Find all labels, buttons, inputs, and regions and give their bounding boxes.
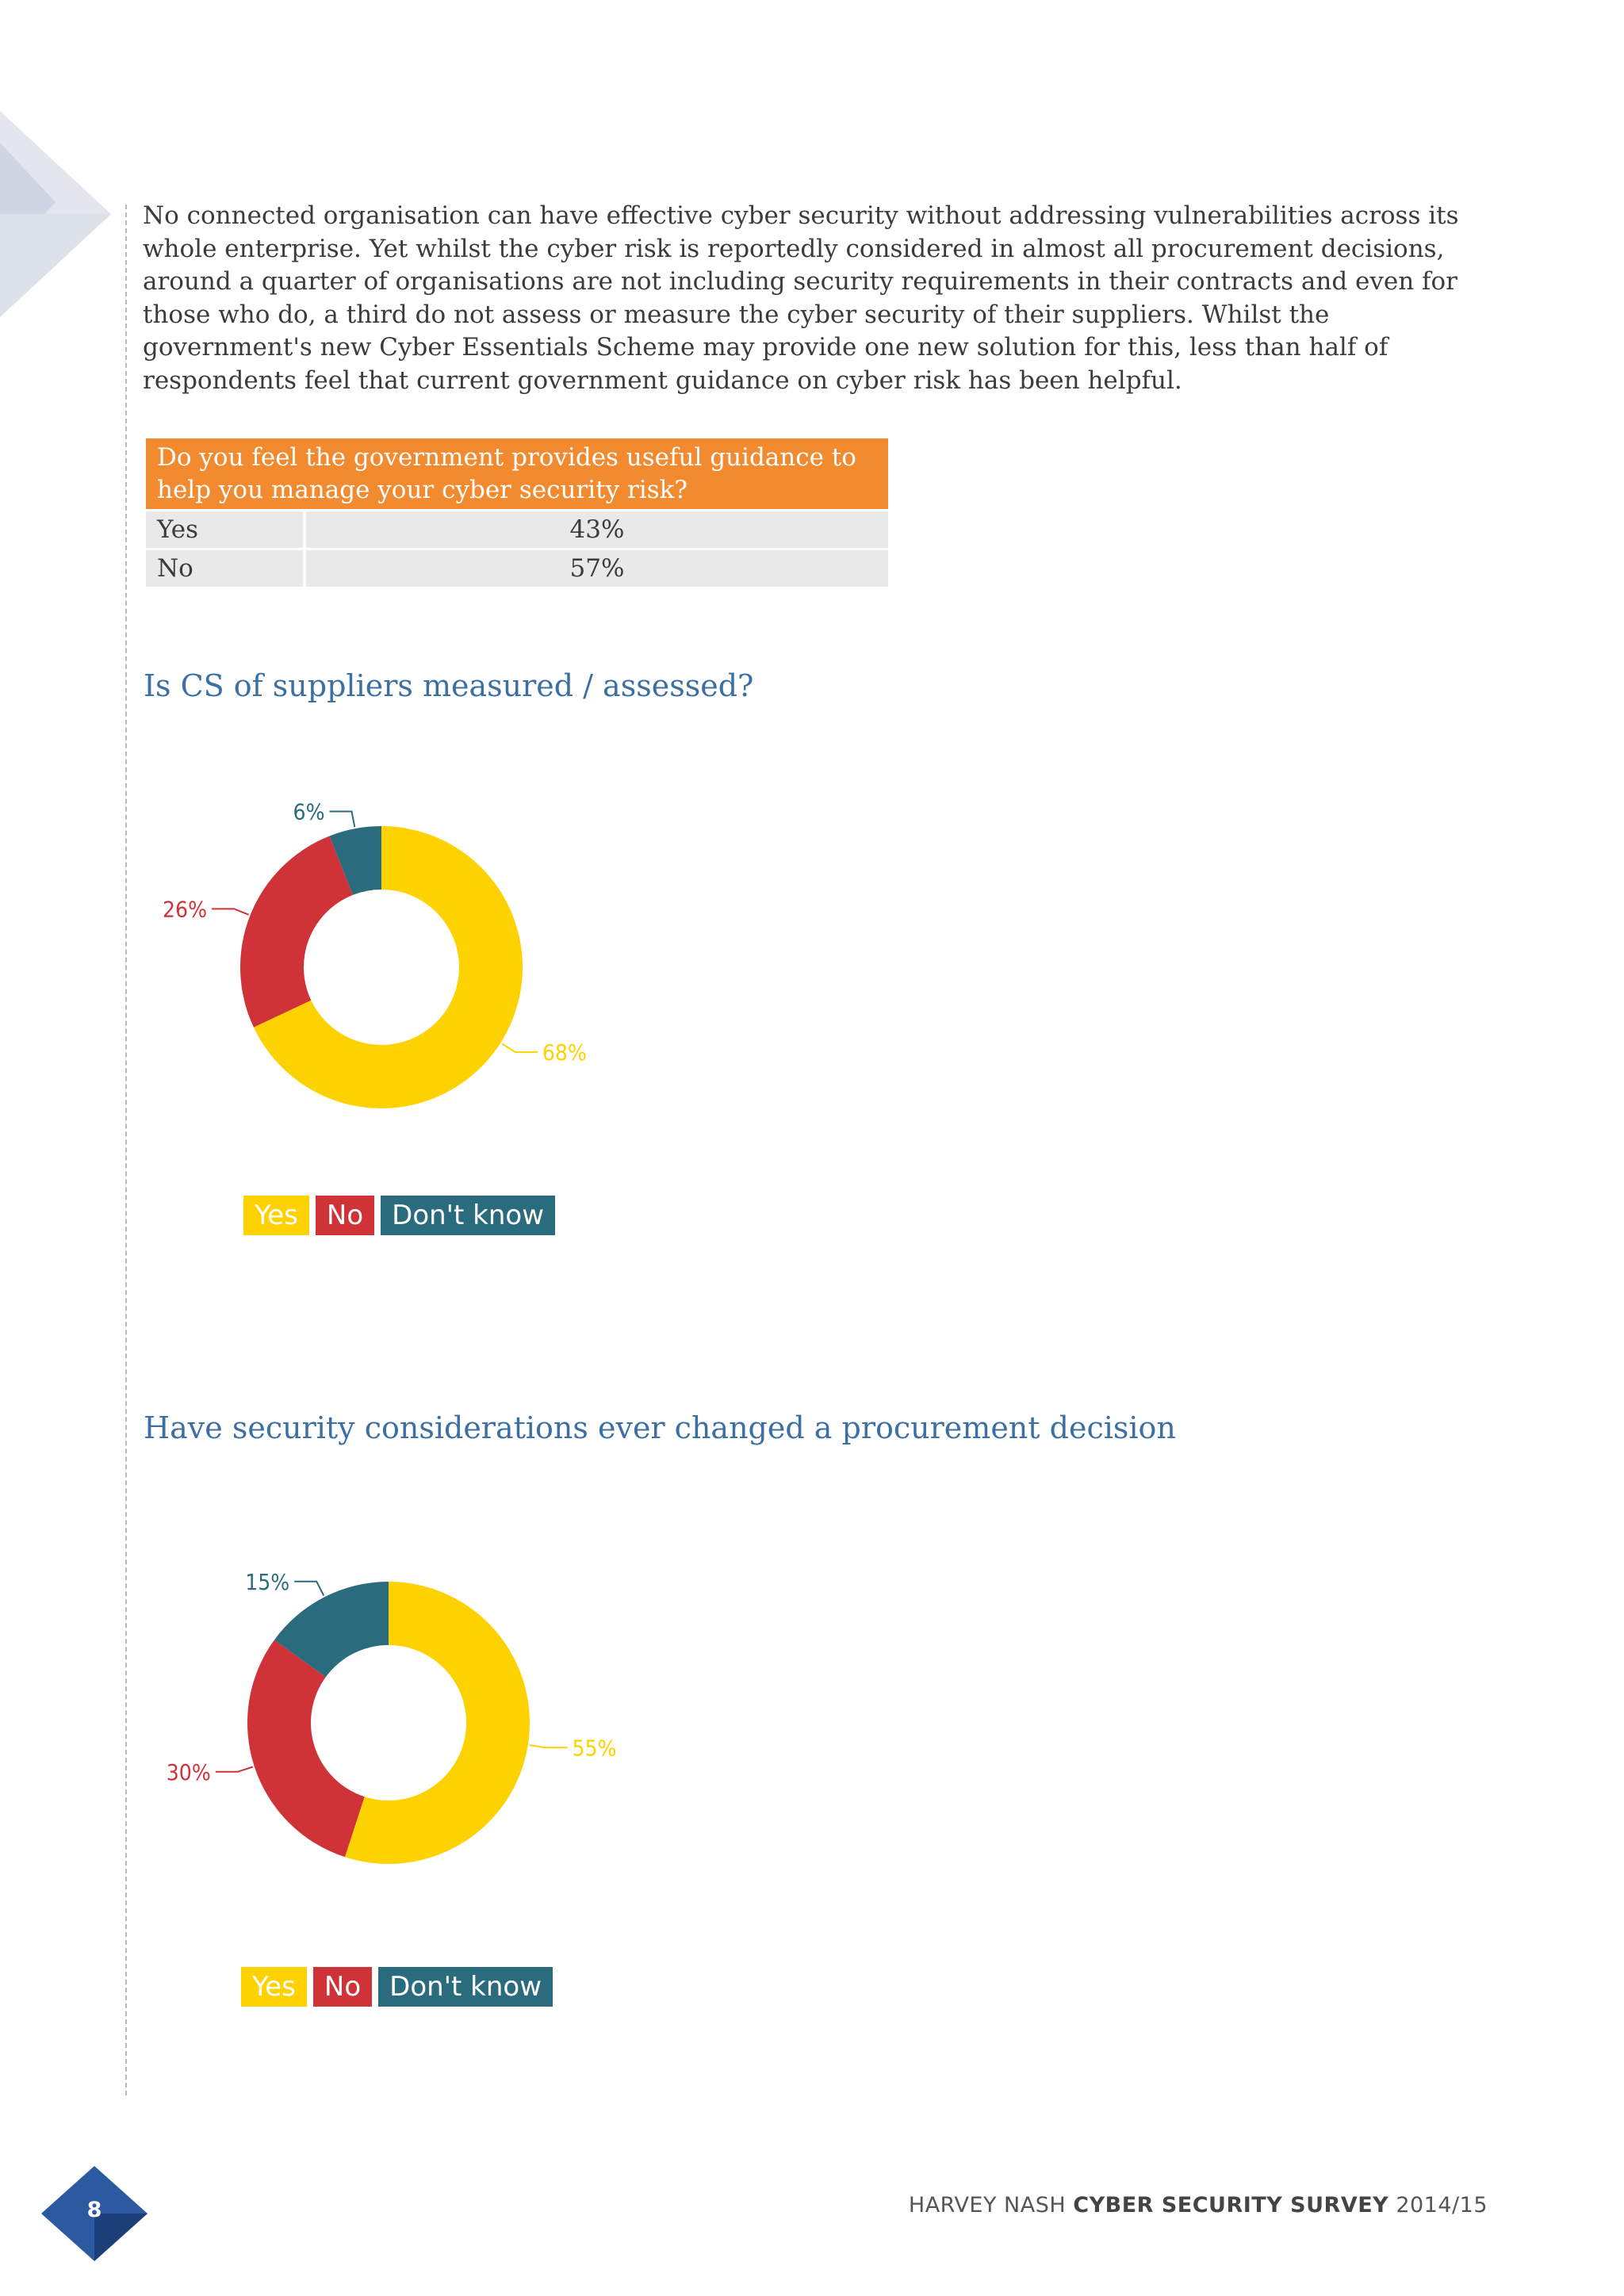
table-answer-cell: Yes	[146, 511, 303, 548]
slice-percent-label: 55%	[572, 1735, 617, 1762]
slice-percent-label: 26%	[163, 896, 208, 923]
table-question-header: Do you feel the government provides useful guidance to help you manage your cyber security risk?	[146, 438, 888, 509]
table-value-cell: 43%	[303, 511, 888, 548]
legend-item-yes: Yes	[243, 1196, 309, 1235]
slice-percent-label: 15%	[245, 1568, 290, 1595]
legend-item-no: No	[316, 1196, 374, 1235]
legend-item-yes: Yes	[241, 1967, 307, 2007]
leader-line	[216, 1767, 253, 1772]
slice-percent-label: 68%	[542, 1039, 587, 1066]
leader-line	[294, 1582, 324, 1596]
legend-item-don-t-know: Don't know	[381, 1196, 555, 1235]
table-row	[146, 511, 888, 548]
chart-1-legend	[243, 1196, 555, 1235]
table-value-cell: 57%	[303, 550, 888, 587]
table-row	[146, 550, 888, 587]
slice-percent-label: 6%	[293, 798, 325, 825]
donut-slice-no	[240, 836, 353, 1027]
chart-2-donut	[0, 1530, 714, 1927]
chart-1-donut	[0, 745, 714, 1158]
leader-line	[530, 1745, 568, 1747]
table-answer-cell: No	[146, 550, 303, 587]
footer-year: 2014/15	[1396, 2193, 1488, 2218]
chart-2-title: Have security considerations ever changed a procurement decision	[144, 1410, 1176, 1445]
leader-line	[212, 909, 249, 914]
legend-item-don-t-know: Don't know	[378, 1967, 553, 2007]
footer-report-title: CYBER SECURITY SURVEY	[1073, 2193, 1389, 2218]
donut-slice-no	[247, 1640, 365, 1857]
page-number: 8	[86, 2198, 102, 2222]
chart-1-title: Is CS of suppliers measured / assessed?	[144, 668, 754, 703]
chart-2-legend	[241, 1967, 553, 2007]
leader-line	[502, 1043, 538, 1052]
footer-brand: HARVEY NASH	[908, 2193, 1067, 2218]
footer-title	[909, 2193, 1488, 2218]
legend-item-no: No	[313, 1967, 372, 2007]
guidance-survey-table	[146, 436, 888, 589]
leader-line	[330, 812, 355, 828]
intro-paragraph: No connected organisation can have effective cyber security without addressing vulnerabilities across its whole enterprise. Yet whilst the cyber risk is reportedly considered in almost all procurement decisions, around a quarter of organisations are not including security requirements in their contracts and even for those who do, a third do not assess or measure the cyber security of their suppliers. Whilst the government's new Cyber Essentials Scheme may provide one new solution for this, less than half of respondents feel that current government guidance on cyber risk has been helpful.	[143, 201, 1459, 395]
corner-diamond-decoration	[0, 111, 111, 317]
slice-percent-label: 30%	[166, 1758, 211, 1785]
